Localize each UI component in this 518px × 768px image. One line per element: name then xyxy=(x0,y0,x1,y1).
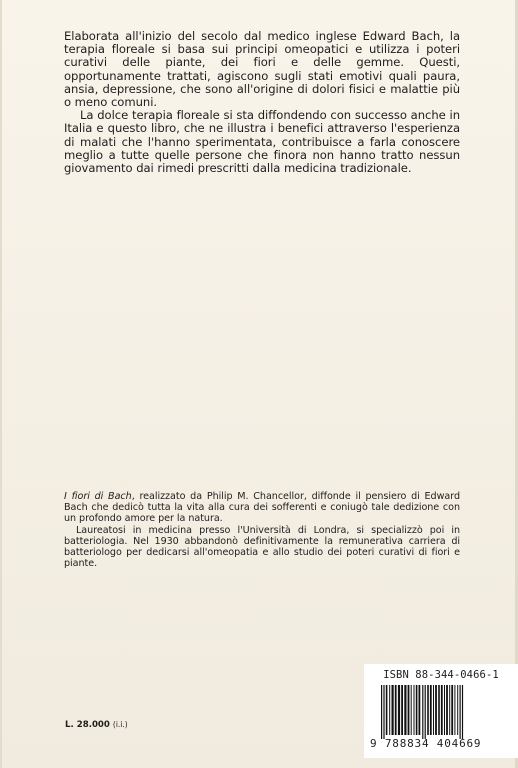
barcode-bar xyxy=(444,685,445,735)
bio-paragraph-1-text: , realizzato da Philip M. Chancellor, diffonde il pensiero di Edward Bach che dedicò tutta la vita alla cura dei sofferenti e coniugò tale dedizione con un profondo amore per la natura. xyxy=(64,491,460,525)
bio-paragraph-2: Laureatosi in medicina presso l'Università di Londra, si specializzò poi in batteriologia. Nel 1930 abbandonò definitivamente la remunerativa carriera di batteriologo per dedicarsi all'omeopatia e allo studio dei poteri curativi di fiori e piante. xyxy=(64,524,460,570)
barcode-bar xyxy=(422,685,423,739)
barcode-bar xyxy=(411,685,412,735)
barcode-bar xyxy=(438,685,440,735)
barcode-bar xyxy=(416,685,418,735)
author-bio xyxy=(64,491,460,569)
barcode-bar xyxy=(427,685,429,735)
bio-paragraph-1 xyxy=(64,491,460,525)
barcode-bar xyxy=(462,685,463,739)
barcode-bar xyxy=(392,685,394,735)
price-amount: L. 28.000 xyxy=(65,720,110,730)
barcode-bars xyxy=(380,685,502,739)
barcode-bar xyxy=(457,685,458,735)
barcode-bar xyxy=(386,685,388,735)
barcode-bar xyxy=(414,685,415,735)
barcode-bar xyxy=(435,685,437,735)
price-label xyxy=(65,720,128,730)
barcode-bar xyxy=(395,685,397,735)
barcode-bar xyxy=(433,685,434,735)
barcode-bar xyxy=(425,685,426,739)
barcode-bar xyxy=(408,685,410,735)
barcode-bar xyxy=(401,685,403,735)
isbn-label: ISBN 88-344-0466-1 xyxy=(383,669,499,681)
barcode-graphic xyxy=(380,685,502,739)
book-title: I fiori di Bach xyxy=(64,491,132,502)
blurb-paragraph-2: La dolce terapia floreale si sta diffondendo con successo anche in Italia e questo libro, che ne illustra i benefici attraverso l'esperienza di malati che l'hanno sperimentata, contribuisce a farla conoscere meglio a tutte quelle persone che finora non hanno tratto nessun giovamento dai rimedi prescritti dalla medicina tradizionale. xyxy=(64,108,460,176)
blurb-text xyxy=(64,30,460,175)
ean-digits: 9 788834 404669 xyxy=(370,737,482,750)
barcode-bar xyxy=(419,685,421,735)
barcode-bar xyxy=(460,685,461,739)
barcode-bar xyxy=(446,685,448,735)
barcode-bar xyxy=(389,685,390,735)
barcode-bar xyxy=(430,685,432,735)
barcode-bar xyxy=(381,685,382,739)
price-note: (i.i.) xyxy=(112,720,128,729)
barcode-bar xyxy=(383,685,384,739)
barcode-bar xyxy=(441,685,443,735)
blurb-paragraph-1: Elaborata all'inizio del secolo dal medico inglese Edward Bach, la terapia floreale si basa sui principi omeopatici e utilizza i poteri curativi delle piante, dei fiori e delle gemme. Questi, opportunamente trattati, agiscono sugli stati emotivi quali paura, ansia, depressione, che sono all'origine di dolori fisici e malattie più o meno comuni. xyxy=(64,29,460,110)
barcode-bar xyxy=(449,685,450,735)
barcode-bar xyxy=(398,685,400,735)
barcode-bar xyxy=(454,685,455,735)
barcode-bar xyxy=(451,685,453,735)
barcode-bar xyxy=(404,685,406,735)
